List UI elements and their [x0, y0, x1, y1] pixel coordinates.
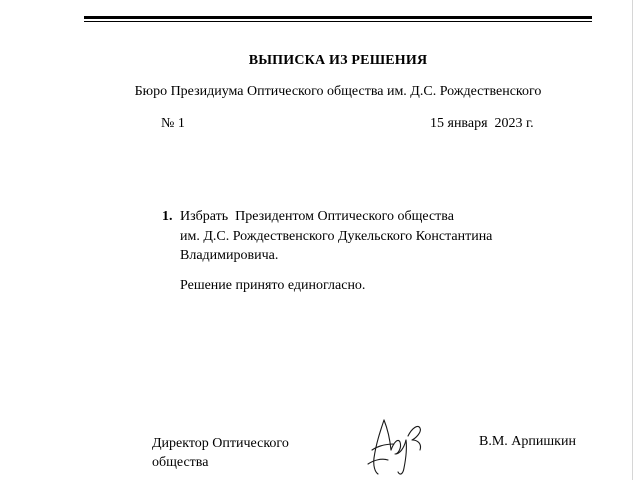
issuing-body: Бюро Президиума Оптического общества им. Д.С. Рождественского — [134, 84, 542, 99]
signer-name: В.М. Арпишкин — [479, 434, 576, 449]
decision-item-line-1: Избрать Президентом Оптического общества — [180, 209, 454, 224]
document-number: № 1 — [161, 116, 185, 131]
document-date: 15 января 2023 г. — [430, 116, 534, 131]
decision-item-line-3: Владимировича. — [180, 248, 279, 263]
handwritten-signature-icon — [364, 414, 434, 478]
signer-title-line-1: Директор Оптического — [152, 436, 289, 451]
decision-result: Решение принято единогласно. — [180, 278, 366, 293]
header-double-rule — [84, 14, 592, 24]
document-title: ВЫПИСКА ИЗ РЕШЕНИЯ — [248, 53, 428, 68]
header-rule-thick — [84, 16, 592, 19]
decision-item-number: 1. — [162, 209, 173, 224]
signer-title-line-2: общества — [152, 455, 209, 470]
signer-title — [152, 434, 322, 472]
decision-item — [162, 207, 562, 266]
decision-item-line-2: им. Д.С. Рождественского Дукельского Константина — [180, 228, 493, 244]
header-rule-thin — [84, 21, 592, 22]
